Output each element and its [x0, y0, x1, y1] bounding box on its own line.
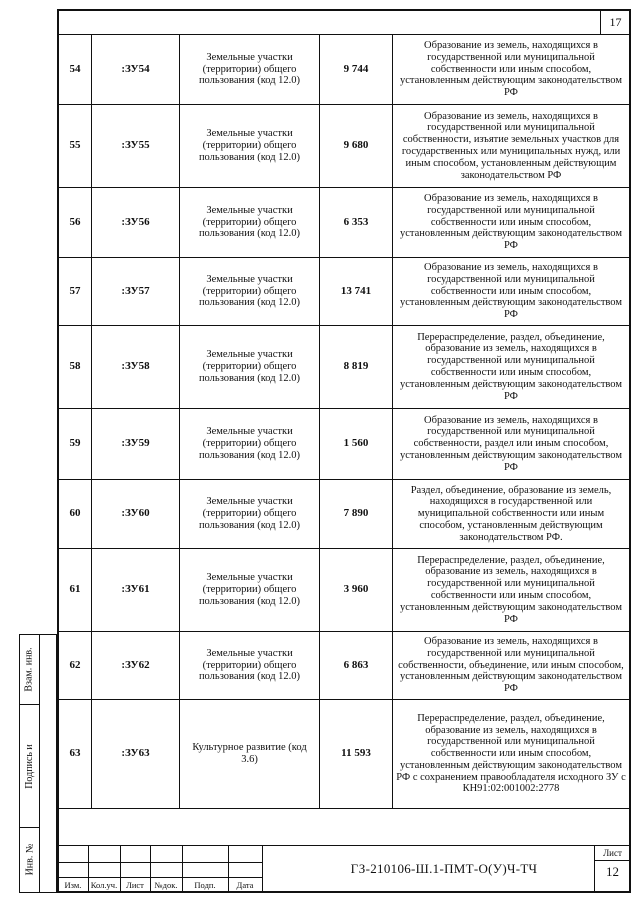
- side-stamp-divider: [39, 635, 40, 892]
- side-cell-vzam-inv: [20, 635, 39, 705]
- sheet-value: 12: [606, 864, 619, 879]
- plot-code-cell: :ЗУ62: [92, 632, 180, 700]
- tb-label-data: Дата: [236, 880, 254, 890]
- permitted-use-cell: Земельные участки (территории) общего пользования (код 12.0): [180, 549, 320, 632]
- sheet-number: 17: [600, 10, 630, 35]
- table-row: [59, 409, 630, 480]
- document-code-text: ГЗ-210106-Ш.1-ПМТ-О(У)Ч-ТЧ: [350, 861, 538, 876]
- plot-code-cell: :ЗУ57: [92, 258, 180, 326]
- permitted-use-cell: Земельные участки (территории) общего пользования (код 12.0): [180, 105, 320, 188]
- row-number-cell: 55: [59, 105, 92, 188]
- land-plots-table-body: [59, 35, 630, 809]
- plot-code-cell: :ЗУ60: [92, 480, 180, 549]
- permitted-use-cell: Культурное развитие (код 3.6): [180, 700, 320, 809]
- plot-code-cell: :ЗУ56: [92, 188, 180, 258]
- area-cell: 7 890: [320, 480, 393, 549]
- formation-method-cell: Образование из земель, находящихся в государственной или муниципальной собственности или иным способом, установленным действующим законодательством РФ: [393, 35, 630, 105]
- formation-method-cell: Образование из земель, находящихся в государственной или муниципальной собственности, объединение, или иным способом, установленным действующим законодательством РФ: [393, 632, 630, 700]
- table-row: [59, 105, 630, 188]
- area-cell: 11 593: [320, 700, 393, 809]
- permitted-use-cell: Земельные участки (территории) общего пользования (код 12.0): [180, 258, 320, 326]
- table-row: [59, 480, 630, 549]
- tb-label-list: Лист: [126, 880, 144, 890]
- area-cell: 1 560: [320, 409, 393, 480]
- table-row: [59, 258, 630, 326]
- row-number-cell: 58: [59, 326, 92, 409]
- tb-label-izm: Изм.: [64, 880, 82, 890]
- land-plots-table: [58, 34, 630, 809]
- permitted-use-cell: Земельные участки (территории) общего пользования (код 12.0): [180, 480, 320, 549]
- permitted-use-cell: Земельные участки (территории) общего пользования (код 12.0): [180, 409, 320, 480]
- area-cell: 6 863: [320, 632, 393, 700]
- formation-method-cell: Раздел, объединение, образование из земель, находящихся в государственной или муниципальной собственности или иным способом, установленным действующим законодательством РФ.: [393, 480, 630, 549]
- document-code: [262, 846, 625, 892]
- table-row: [59, 188, 630, 258]
- table-row: [59, 549, 630, 632]
- side-label-vzam-inv: Взам. инв.: [24, 647, 35, 692]
- row-number-cell: 62: [59, 632, 92, 700]
- formation-method-cell: Образование из земель, находящихся в государственной или муниципальной собственности или иным способом, установленным действующим законодательством РФ: [393, 188, 630, 258]
- title-block: [58, 845, 629, 892]
- sheet-label: Лист: [595, 848, 630, 861]
- side-label-podpis: Подпись и: [24, 743, 36, 789]
- row-number-cell: 57: [59, 258, 92, 326]
- area-cell: 9 680: [320, 105, 393, 188]
- tb-label-kol: Кол.уч.: [90, 880, 118, 890]
- permitted-use-cell: Земельные участки (территории) общего пользования (код 12.0): [180, 35, 320, 105]
- side-stamp-strip: [19, 634, 57, 893]
- tb-label-podp: Подп.: [194, 880, 216, 890]
- row-number-cell: 61: [59, 549, 92, 632]
- plot-code-cell: :ЗУ59: [92, 409, 180, 480]
- formation-method-cell: Образование из земель, находящихся в государственной или муниципальной собственности или иным способом, установленным действующим законодательством РФ: [393, 258, 630, 326]
- permitted-use-cell: Земельные участки (территории) общего пользования (код 12.0): [180, 326, 320, 409]
- row-number-cell: 63: [59, 700, 92, 809]
- tb-label-ndok: №док.: [154, 880, 178, 890]
- plot-code-cell: :ЗУ61: [92, 549, 180, 632]
- formation-method-cell: Перераспределение, раздел, объединение, образование из земель, находящихся в государственной или муниципальной собственности или иным способом, установленным действующим законодательством РФ: [393, 326, 630, 409]
- plot-code-cell: :ЗУ54: [92, 35, 180, 105]
- permitted-use-cell: Земельные участки (территории) общего пользования (код 12.0): [180, 632, 320, 700]
- side-cell-inv-no: [20, 828, 39, 891]
- table-row: [59, 632, 630, 700]
- table-row: [59, 35, 630, 105]
- side-label-inv-no: Инв. №: [24, 843, 35, 876]
- area-cell: 9 744: [320, 35, 393, 105]
- area-cell: 8 819: [320, 326, 393, 409]
- area-cell: 6 353: [320, 188, 393, 258]
- formation-method-cell: Перераспределение, раздел, объединение, образование из земель, находящихся в государственной или муниципальной собственности или иным способом, установленным действующим законодательством РФ: [393, 549, 630, 632]
- table-row: [59, 326, 630, 409]
- formation-method-cell: Образование из земель, находящихся в государственной или муниципальной собственности, раздел или иным способом, установленным действующим законодательством РФ: [393, 409, 630, 480]
- row-number-cell: 54: [59, 35, 92, 105]
- plot-code-cell: :ЗУ63: [92, 700, 180, 809]
- row-number-cell: 59: [59, 409, 92, 480]
- row-number-cell: 56: [59, 188, 92, 258]
- table-row: [59, 700, 630, 809]
- row-number-cell: 60: [59, 480, 92, 549]
- formation-method-cell: Образование из земель, находящихся в государственной или муниципальной собственности, изъятие земельных участков для государственных или муниципальных нужд, или иным способом, установленным действующим законодательством РФ: [393, 105, 630, 188]
- side-cell-podpis: [20, 705, 39, 828]
- sheet-cell: [594, 846, 630, 892]
- plot-code-cell: :ЗУ55: [92, 105, 180, 188]
- area-cell: 3 960: [320, 549, 393, 632]
- area-cell: 13 741: [320, 258, 393, 326]
- title-block-revision-grid: [58, 846, 262, 892]
- plot-code-cell: :ЗУ58: [92, 326, 180, 409]
- permitted-use-cell: Земельные участки (территории) общего пользования (код 12.0): [180, 188, 320, 258]
- formation-method-cell: Перераспределение, раздел, объединение, образование из земель, находящихся в государственной или муниципальной собственности или иным способом, установленным действующим законодательством РФ с сохранением правообладателя исходного ЗУ с КН91:02:001002:2778: [393, 700, 630, 809]
